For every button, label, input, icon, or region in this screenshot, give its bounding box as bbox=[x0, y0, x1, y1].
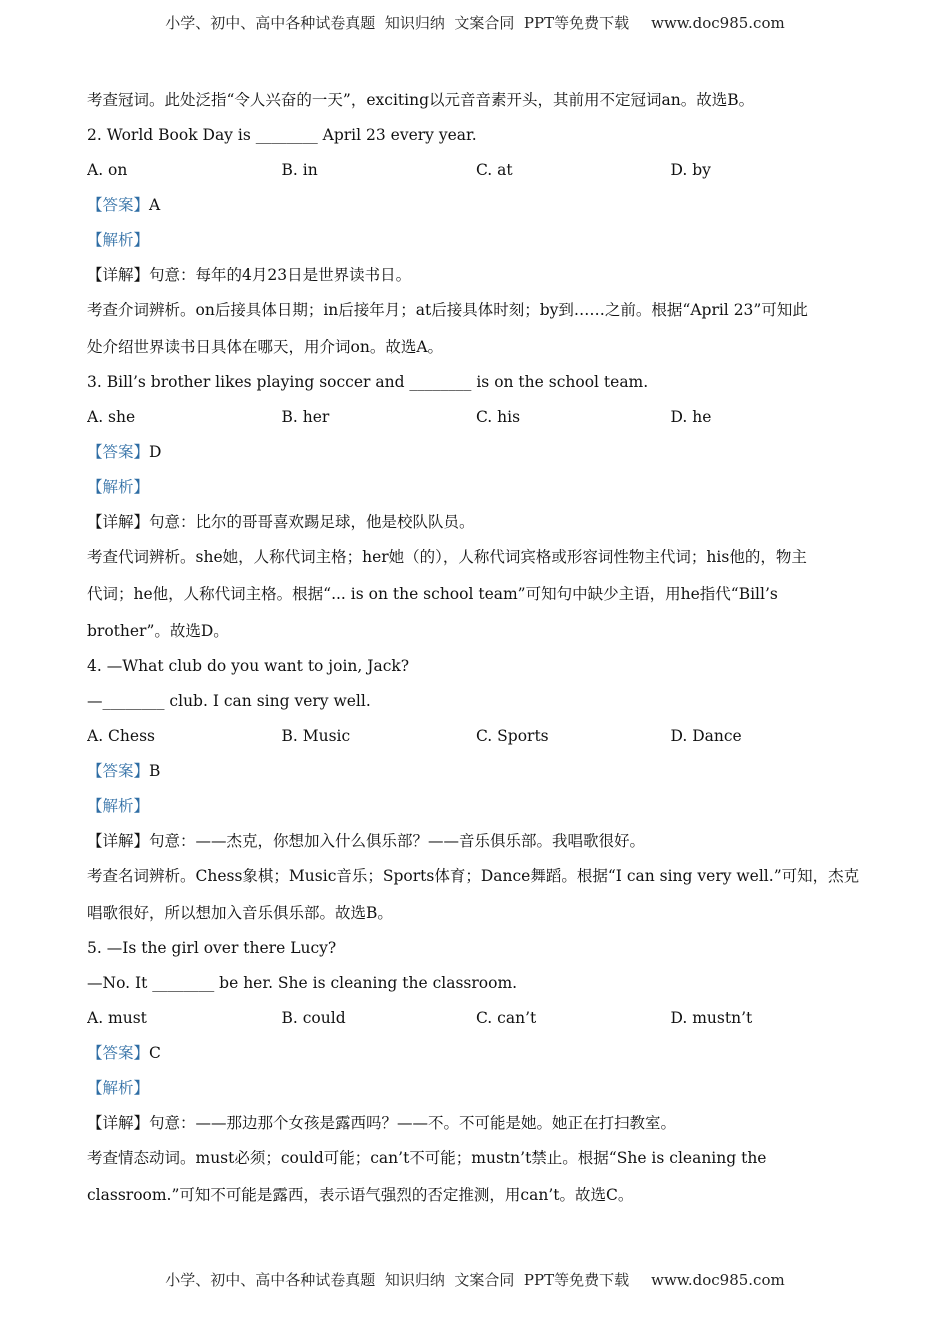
q5-option-d: D. mustn’t bbox=[670, 1009, 753, 1027]
q4-explain-1: 考查名词辨析。Chess象棋；Music音乐；Sports体育；Dance舞蹈。根据“I can sing very well.”可知，杰克 bbox=[87, 867, 860, 885]
answer-label: 【答案】 bbox=[87, 196, 150, 214]
q5-option-a: A. must bbox=[87, 1009, 147, 1027]
footer-text: 小学、初中、高中各种试卷真题 知识归纳 文案合同 PPT等免费下载 bbox=[165, 1271, 630, 1289]
q5-answer-value: C bbox=[149, 1044, 161, 1062]
q3-options bbox=[87, 403, 867, 438]
q4-answer bbox=[87, 757, 867, 792]
q4-option-b: B. Music bbox=[281, 727, 351, 745]
header-site: www.doc985.com bbox=[651, 14, 785, 32]
answer-label: 【答案】 bbox=[87, 762, 150, 780]
footer-site: www.doc985.com bbox=[651, 1271, 785, 1289]
q3-detail bbox=[87, 508, 867, 543]
q5-answer bbox=[87, 1039, 867, 1074]
intro-explanation: 考查冠词。此处泛指“令人兴奋的一天”，exciting以元音音素开头，其前用不定冠词an。故选B。 bbox=[87, 91, 755, 109]
q5-detail bbox=[87, 1109, 867, 1144]
q5-option-b: B. could bbox=[281, 1009, 346, 1027]
q4-explain-2: 唱歌很好，所以想加入音乐俱乐部。故选B。 bbox=[87, 904, 393, 922]
q5-options bbox=[87, 1004, 867, 1039]
q5-stem: 5. —Is the girl over there Lucy? bbox=[87, 939, 337, 957]
q3-explain-3: brother”。故选D。 bbox=[87, 622, 229, 640]
detail-label: 【详解】 bbox=[87, 513, 150, 531]
q2-answer bbox=[87, 191, 867, 226]
q3-answer-value: D bbox=[149, 443, 162, 461]
q2-options bbox=[87, 156, 867, 191]
page-header bbox=[0, 12, 950, 33]
q2-answer-value: A bbox=[149, 196, 161, 214]
q4-answer-value: B bbox=[149, 762, 161, 780]
q5-explain-2: classroom.”可知不可能是露西，表示语气强烈的否定推测，用can’t。故选C。 bbox=[87, 1186, 634, 1204]
q3-explain-2: 代词；he他，人称代词主格。根据“... is on the school team”可知句中缺少主语，用he指代“Bill’s bbox=[87, 585, 778, 603]
q5-detail-text: 句意：——那边那个女孩是露西吗？——不。不可能是她。她正在打扫教室。 bbox=[149, 1114, 677, 1132]
q2-detail-text: 句意：每年的4月23日是世界读书日。 bbox=[149, 266, 412, 284]
q2-stem: 2. World Book Day is ________ April 23 every year. bbox=[87, 126, 477, 144]
q5-analysis bbox=[87, 1074, 867, 1109]
q2-detail bbox=[87, 261, 867, 296]
analysis-label: 【解析】 bbox=[87, 478, 150, 496]
header-text: 小学、初中、高中各种试卷真题 知识归纳 文案合同 PPT等免费下载 bbox=[165, 14, 630, 32]
q3-option-c: C. his bbox=[476, 408, 521, 426]
answer-label: 【答案】 bbox=[87, 443, 150, 461]
q3-option-b: B. her bbox=[281, 408, 330, 426]
answer-label: 【答案】 bbox=[87, 1044, 150, 1062]
q3-detail-text: 句意：比尔的哥哥喜欢踢足球，他是校队队员。 bbox=[149, 513, 475, 531]
document-body bbox=[87, 86, 867, 1216]
detail-label: 【详解】 bbox=[87, 1114, 150, 1132]
q4-option-d: D. Dance bbox=[670, 727, 742, 745]
q4-option-a: A. Chess bbox=[87, 727, 155, 745]
q4-options bbox=[87, 722, 867, 757]
q4-detail-text: 句意：——杰克，你想加入什么俱乐部？——音乐俱乐部。我唱歌很好。 bbox=[149, 832, 646, 850]
q5-stem-2: —No. It ________ be her. She is cleaning the classroom. bbox=[87, 974, 518, 992]
q3-analysis bbox=[87, 473, 867, 508]
q4-stem-2: —________ club. I can sing very well. bbox=[87, 692, 371, 710]
analysis-label: 【解析】 bbox=[87, 1079, 150, 1097]
q4-analysis bbox=[87, 792, 867, 827]
q2-option-d: D. by bbox=[670, 161, 711, 179]
detail-label: 【详解】 bbox=[87, 266, 150, 284]
q2-explain-2: 处介绍世界读书日具体在哪天，用介词on。故选A。 bbox=[87, 338, 444, 356]
q3-explain-1: 考查代词辨析。she她，人称代词主格；her她（的），人称代词宾格或形容词性物主代词；his他的，物主 bbox=[87, 548, 807, 566]
q2-analysis bbox=[87, 226, 867, 261]
q4-option-c: C. Sports bbox=[476, 727, 549, 745]
q4-stem: 4. —What club do you want to join, Jack? bbox=[87, 657, 410, 675]
q4-detail bbox=[87, 827, 867, 862]
analysis-label: 【解析】 bbox=[87, 231, 150, 249]
q3-option-a: A. she bbox=[87, 408, 136, 426]
q3-option-d: D. he bbox=[670, 408, 712, 426]
q5-option-c: C. can’t bbox=[476, 1009, 537, 1027]
q2-option-c: C. at bbox=[476, 161, 513, 179]
q2-option-b: B. in bbox=[281, 161, 318, 179]
q5-explain-1: 考查情态动词。must必须；could可能；can’t不可能；mustn’t禁止。根据“She is cleaning the bbox=[87, 1149, 767, 1167]
q2-explain-1: 考查介词辨析。on后接具体日期；in后接年月；at后接具体时刻；by到……之前。根据“April 23”可知此 bbox=[87, 301, 808, 319]
q3-answer bbox=[87, 438, 867, 473]
detail-label: 【详解】 bbox=[87, 832, 150, 850]
q3-stem: 3. Bill’s brother likes playing soccer and ________ is on the school team. bbox=[87, 373, 649, 391]
analysis-label: 【解析】 bbox=[87, 797, 150, 815]
q2-option-a: A. on bbox=[87, 161, 128, 179]
page-footer bbox=[0, 1269, 950, 1290]
